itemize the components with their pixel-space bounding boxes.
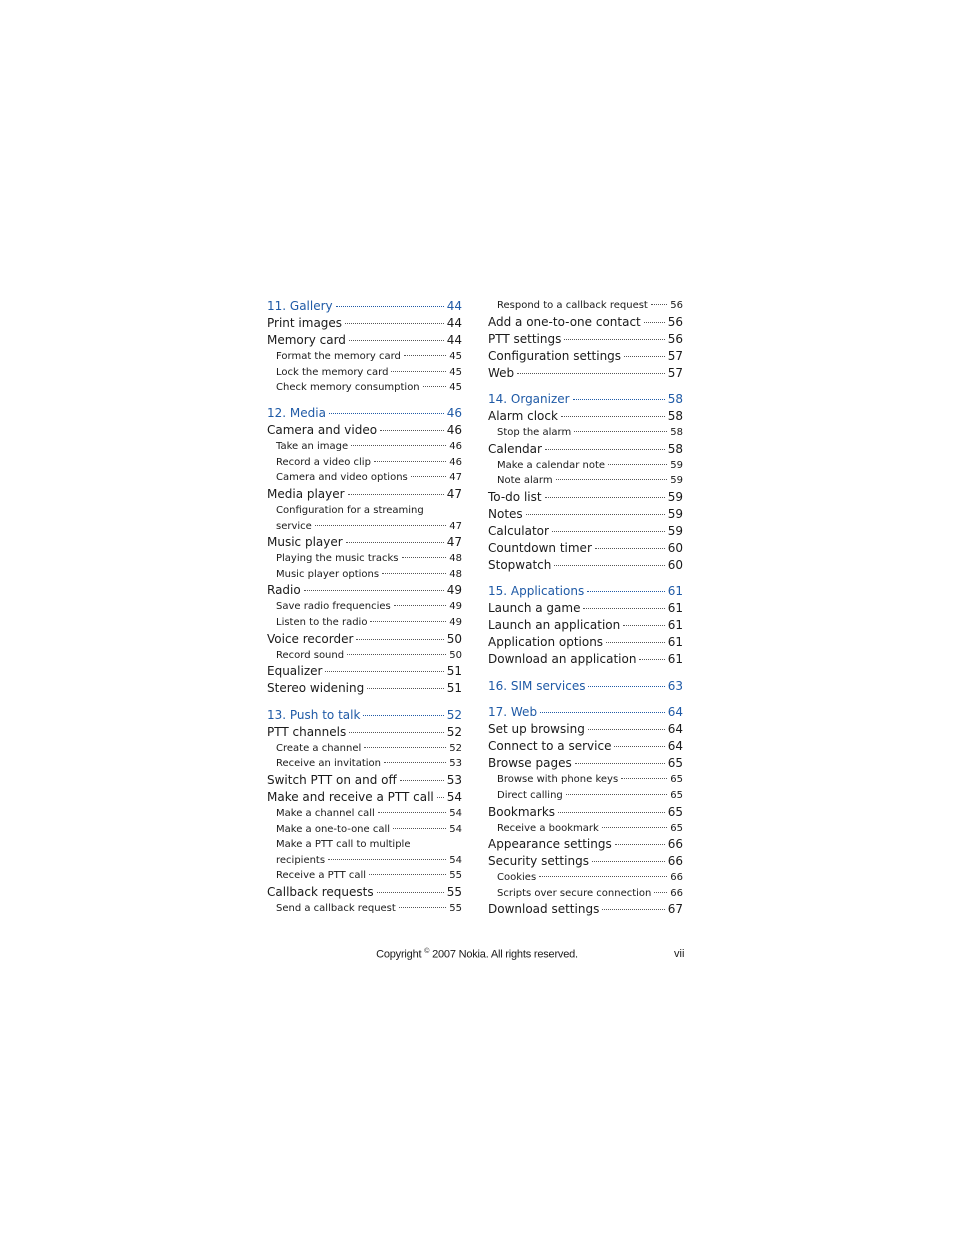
toc-page-number: 59	[667, 523, 683, 538]
toc-chapter-heading[interactable]	[267, 405, 462, 422]
dot-leader	[545, 497, 665, 498]
dot-leader	[363, 715, 443, 716]
toc-entry-title: Save radio frequencies	[276, 601, 391, 613]
toc-section-entry[interactable]	[267, 315, 462, 332]
dot-leader	[639, 659, 664, 660]
toc-entry-title: Camera and video	[267, 423, 378, 438]
dot-leader	[345, 323, 444, 324]
toc-entry-title: Check memory consumption	[276, 382, 420, 394]
toc-entry-title: Direct calling	[497, 789, 563, 801]
toc-page-number: 61	[667, 618, 683, 633]
toc-page-number: 47	[449, 472, 462, 484]
toc-section-entry[interactable]	[267, 884, 462, 901]
toc-page-number: 52	[446, 724, 462, 739]
toc-section-entry[interactable]	[488, 331, 683, 348]
toc-page-number: 65	[670, 774, 683, 786]
dot-leader	[374, 461, 446, 462]
toc-section-entry[interactable]	[488, 540, 683, 557]
toc-page-number: 44	[446, 333, 462, 347]
toc-subsection-entry[interactable]	[267, 349, 462, 365]
toc-chapter-heading[interactable]	[488, 583, 683, 600]
toc-page-number: 61	[667, 601, 683, 616]
dot-leader	[558, 812, 665, 813]
dot-leader	[399, 907, 446, 908]
toc-section-entry[interactable]	[267, 486, 462, 503]
dot-leader	[614, 746, 664, 747]
toc-section-entry[interactable]	[488, 651, 683, 668]
toc-section-entry[interactable]	[488, 634, 683, 651]
toc-page-number: 61	[667, 652, 683, 667]
toc-entry-title: Voice recorder	[267, 631, 354, 646]
toc-entry-title: Camera and video options	[276, 472, 408, 484]
toc-chapter-heading[interactable]	[488, 391, 683, 408]
dot-leader	[349, 340, 444, 341]
toc-entry-title: Radio	[267, 583, 301, 598]
dot-leader	[606, 642, 665, 643]
toc-page-number: 51	[446, 681, 462, 696]
toc-subsection-entry[interactable]	[488, 772, 683, 788]
dot-leader	[380, 430, 444, 431]
toc-entry-title: Media player	[267, 487, 345, 502]
toc-section-entry[interactable]	[267, 534, 462, 551]
toc-page-number: 60	[667, 540, 683, 555]
toc-entry-title: recipients	[276, 854, 326, 866]
dot-leader	[384, 762, 446, 763]
toc-page-number: 46	[449, 456, 462, 468]
toc-subsection-entry[interactable]	[267, 901, 462, 917]
toc-page-number: 49	[449, 617, 462, 629]
toc-page-number: 45	[449, 351, 462, 362]
toc-page-number: 65	[670, 822, 683, 834]
dot-leader	[377, 892, 444, 893]
toc-entry-title: PTT channels	[267, 724, 347, 739]
toc-entry-title: 12. Media	[267, 406, 326, 421]
toc-page-number: 66	[670, 872, 683, 884]
toc-section-entry[interactable]	[267, 422, 462, 439]
toc-entry-title: Make and receive a PTT call	[267, 789, 434, 804]
toc-page-number: 61	[667, 635, 683, 650]
dot-leader	[526, 514, 665, 515]
toc-section-entry[interactable]	[267, 631, 462, 648]
toc-page-number: 64	[667, 705, 683, 720]
dot-leader	[346, 542, 444, 543]
toc-section-entry[interactable]	[488, 617, 683, 634]
toc-left-column	[267, 298, 462, 916]
toc-page-number: 55	[446, 884, 462, 899]
dot-leader	[561, 416, 665, 417]
dot-leader	[654, 892, 667, 893]
dot-leader	[411, 476, 447, 477]
dot-leader	[623, 625, 664, 626]
dot-leader	[624, 356, 665, 357]
toc-subsection-entry[interactable]	[267, 648, 462, 664]
toc-subsection-entry[interactable]	[267, 455, 462, 471]
toc-entry-title: To-do list	[488, 489, 542, 504]
toc-entry-title: 15. Applications	[488, 584, 585, 599]
toc-section-entry[interactable]	[488, 901, 683, 918]
toc-page-number: 47	[449, 520, 462, 532]
toc-page-number: 53	[449, 758, 462, 770]
toc-page-number: 45	[449, 382, 462, 394]
toc-section-entry[interactable]	[488, 721, 683, 738]
toc-entry-title: Security settings	[488, 854, 589, 869]
toc-page-number: 54	[449, 807, 462, 819]
dot-leader	[315, 525, 446, 526]
toc-entry-title: Receive an invitation	[276, 758, 381, 770]
toc-subsection-entry[interactable]	[267, 615, 462, 631]
dot-leader	[573, 399, 665, 400]
dot-leader	[356, 639, 443, 640]
toc-page-number: 47	[446, 535, 462, 550]
toc-section-entry[interactable]	[267, 724, 462, 741]
toc-entry-title: Alarm clock	[488, 409, 558, 424]
toc-right-column	[488, 298, 683, 918]
toc-page-number: 57	[667, 348, 683, 363]
toc-section-entry[interactable]	[488, 738, 683, 755]
toc-page-number: 58	[667, 409, 683, 424]
toc-entry-title: Download an application	[488, 652, 637, 667]
toc-entry-title: 13. Push to talk	[267, 707, 361, 722]
toc-section-entry[interactable]	[488, 506, 683, 523]
dot-leader	[615, 844, 665, 845]
toc-subsection-entry[interactable]	[267, 868, 462, 884]
toc-page-number: 44	[446, 316, 462, 330]
dot-leader	[304, 590, 444, 591]
dot-leader	[554, 565, 664, 566]
toc-entry-title: Stereo widening	[267, 681, 365, 696]
toc-entry-title: Set up browsing	[488, 722, 585, 737]
dot-leader	[423, 386, 447, 387]
dot-leader	[644, 322, 665, 323]
toc-page-number: 59	[670, 459, 683, 471]
toc-page-number: 54	[446, 789, 462, 804]
dot-leader	[545, 449, 665, 450]
toc-entry-title: Equalizer	[267, 664, 323, 679]
toc-section-entry[interactable]	[488, 408, 683, 425]
toc-entry-title: Stop the alarm	[497, 427, 572, 439]
dot-leader	[325, 671, 443, 672]
dot-leader	[404, 355, 446, 356]
toc-page-number: 58	[667, 392, 683, 407]
dot-leader	[592, 861, 665, 862]
toc-page-number: 45	[449, 366, 462, 378]
toc-entry-title: Launch a game	[488, 601, 581, 616]
toc-section-entry[interactable]	[267, 789, 462, 806]
copyright-symbol: ©	[424, 948, 430, 955]
dot-leader	[588, 686, 664, 687]
dot-leader	[348, 494, 444, 495]
toc-subsection-entry[interactable]	[267, 822, 462, 838]
toc-entry-title: Notes	[488, 506, 523, 521]
toc-page-number: 48	[449, 568, 462, 580]
toc-page-number: 67	[667, 902, 683, 917]
toc-section-entry[interactable]	[488, 348, 683, 365]
copyright-suffix: 2007 Nokia. All rights reserved.	[432, 948, 578, 961]
toc-page-number: 55	[449, 870, 462, 882]
dot-leader	[539, 876, 667, 877]
toc-page-number: 54	[449, 854, 462, 866]
dot-leader	[651, 304, 667, 305]
toc-page-number: 66	[670, 887, 683, 899]
toc-page-number: 65	[667, 756, 683, 771]
toc-chapter-heading[interactable]	[267, 707, 462, 724]
dot-leader	[382, 573, 446, 574]
toc-entry-title: Music player options	[276, 568, 380, 580]
toc-entry-title: Configuration settings	[488, 348, 622, 363]
dot-leader	[400, 780, 444, 781]
toc-page-number: 64	[667, 722, 683, 737]
dot-leader	[556, 479, 668, 480]
toc-entry-title: Launch an application	[488, 618, 621, 633]
dot-leader	[329, 413, 444, 414]
dot-leader	[540, 712, 665, 713]
toc-entry-title: Receive a PTT call	[276, 870, 367, 882]
dot-leader	[602, 909, 664, 910]
toc-chapter-heading[interactable]	[488, 678, 683, 695]
toc-page-number: 61	[667, 584, 683, 599]
toc-entry-title: Calculator	[488, 523, 549, 538]
dot-leader	[621, 778, 667, 779]
toc-subsection-entry[interactable]	[267, 756, 462, 772]
toc-entry-wrapped-line: Configuration for a streaming	[276, 505, 424, 517]
toc-page-number: 56	[667, 314, 683, 329]
toc-entry-title: Note alarm	[497, 475, 553, 487]
toc-section-entry[interactable]	[488, 365, 683, 382]
toc-entry-title: Make a calendar note	[497, 459, 606, 471]
dot-leader	[588, 729, 665, 730]
toc-page-number: 63	[667, 678, 683, 693]
dot-leader	[517, 373, 665, 374]
dot-leader	[566, 794, 667, 795]
toc-page-number: 59	[670, 475, 683, 487]
toc-entry-title: Switch PTT on and off	[267, 772, 397, 787]
toc-chapter-heading[interactable]	[267, 298, 462, 315]
toc-page-number: 66	[667, 854, 683, 869]
toc-page-number: 47	[446, 487, 462, 502]
dot-leader	[602, 827, 667, 828]
toc-page-number: 51	[446, 664, 462, 679]
toc-entry-title: Download settings	[488, 902, 600, 917]
toc-subsection-entry[interactable]	[267, 551, 462, 567]
toc-page-number: 58	[667, 441, 683, 456]
toc-subsection-entry[interactable]	[267, 567, 462, 583]
toc-subsection-entry[interactable]	[267, 806, 462, 822]
toc-subsection-entry[interactable]	[488, 870, 683, 886]
toc-entry-title: 16. SIM services	[488, 678, 586, 693]
toc-entry-title: Music player	[267, 535, 343, 550]
toc-page-number: 56	[667, 331, 683, 346]
toc-entry-title: Print images	[267, 316, 343, 330]
toc-section-entry[interactable]	[488, 523, 683, 540]
toc-subsection-entry[interactable]	[488, 458, 683, 474]
toc-page-number: 59	[667, 506, 683, 521]
toc-entry-title: Browse pages	[488, 756, 572, 771]
toc-page-number: 54	[449, 823, 462, 835]
toc-entry-title: Cookies	[497, 872, 537, 884]
toc-entry-title: Create a channel	[276, 742, 362, 754]
toc-subsection-entry[interactable]	[488, 788, 683, 804]
toc-page-number: 46	[449, 441, 462, 453]
toc-page-number: 52	[446, 707, 462, 722]
toc-section-entry[interactable]	[488, 441, 683, 458]
dot-leader	[336, 306, 444, 307]
toc-page-number: 58	[670, 427, 683, 439]
toc-entry-title: 14. Organizer	[488, 392, 570, 407]
toc-entry-title: Countdown timer	[488, 540, 592, 555]
toc-chapter-heading[interactable]	[488, 704, 683, 721]
toc-subsection-entry[interactable]	[267, 599, 462, 615]
toc-page-number: 49	[446, 583, 462, 598]
toc-section-entry[interactable]	[488, 836, 683, 853]
page-number: vii	[674, 948, 685, 960]
toc-page-number: 65	[670, 789, 683, 801]
dot-leader	[587, 591, 665, 592]
toc-entry-title: PTT settings	[488, 331, 562, 346]
dot-leader	[595, 548, 665, 549]
toc-subsection-entry[interactable]	[488, 821, 683, 837]
dot-leader	[552, 531, 665, 532]
toc-subsection-entry[interactable]	[267, 853, 462, 869]
dot-leader	[351, 445, 446, 446]
toc-entry-title: Receive a bookmark	[497, 822, 599, 834]
toc-entry-title: Make a one-to-one call	[276, 823, 391, 835]
toc-page-number: 49	[449, 601, 462, 613]
dot-leader	[394, 605, 447, 606]
toc-entry-title: Record a video clip	[276, 456, 371, 468]
dot-leader	[349, 732, 443, 733]
toc-page-number: 44	[446, 299, 462, 313]
toc-section-entry[interactable]	[267, 680, 462, 697]
dot-leader	[437, 797, 444, 798]
toc-entry-title: Memory card	[267, 333, 346, 347]
toc-subsection-entry[interactable]	[267, 380, 462, 396]
toc-section-entry[interactable]	[488, 853, 683, 870]
toc-entry-title: Format the memory card	[276, 351, 401, 362]
toc-entry-title: Record sound	[276, 649, 345, 661]
dot-leader	[393, 828, 446, 829]
toc-page-number: 66	[667, 837, 683, 852]
toc-entry-title: Stopwatch	[488, 557, 552, 572]
toc-entry-title: Send a callback request	[276, 902, 396, 914]
toc-page-number: 52	[449, 742, 462, 754]
dot-leader	[564, 339, 664, 340]
toc-section-entry[interactable]	[267, 332, 462, 349]
toc-entry-title: Callback requests	[267, 884, 374, 899]
toc-subsection-entry[interactable]	[267, 741, 462, 757]
dot-leader	[391, 371, 446, 372]
dot-leader	[583, 608, 664, 609]
toc-entry-title: Respond to a callback request	[497, 300, 648, 311]
toc-page-number: 60	[667, 557, 683, 572]
toc-entry-title: Take an image	[276, 441, 349, 453]
toc-entry-title: Add a one-to-one contact	[488, 314, 641, 329]
toc-entry-title: Appearance settings	[488, 837, 612, 852]
toc-subsection-entry[interactable]	[267, 470, 462, 486]
toc-section-entry[interactable]	[267, 772, 462, 789]
toc-page-number: 55	[449, 902, 462, 914]
toc-section-entry[interactable]	[488, 557, 683, 574]
toc-entry-title: Scripts over secure connection	[497, 887, 652, 899]
toc-entry-title: Lock the memory card	[276, 366, 389, 378]
dot-leader	[347, 654, 446, 655]
toc-section-entry[interactable]	[488, 489, 683, 506]
toc-entry-title: 17. Web	[488, 705, 538, 720]
dot-leader	[574, 431, 667, 432]
dot-leader	[608, 464, 667, 465]
toc-page-number: 53	[446, 772, 462, 787]
toc-section-entry[interactable]	[488, 314, 683, 331]
toc-page-number: 46	[446, 423, 462, 438]
dot-leader	[367, 688, 443, 689]
toc-entry-title: Connect to a service	[488, 739, 612, 754]
toc-section-entry[interactable]	[488, 600, 683, 617]
toc-entry-title: Calendar	[488, 441, 542, 456]
dot-leader	[575, 763, 665, 764]
toc-entry-title: Bookmarks	[488, 804, 556, 819]
dot-leader	[402, 557, 447, 558]
toc-section-entry[interactable]	[488, 755, 683, 772]
toc-entry-wrapped-line: Make a PTT call to multiple	[276, 839, 411, 851]
toc-page-number: 56	[670, 300, 683, 311]
copyright-notice	[0, 948, 954, 961]
toc-subsection-entry[interactable]	[488, 886, 683, 902]
toc-page-number: 48	[449, 553, 462, 565]
dot-leader	[328, 859, 446, 860]
toc-subsection-entry[interactable]	[488, 298, 683, 314]
dot-leader	[378, 812, 447, 813]
toc-subsection-entry[interactable]	[267, 439, 462, 455]
toc-entry-title: Browse with phone keys	[497, 774, 619, 786]
dot-leader	[370, 621, 446, 622]
toc-page-number: 50	[446, 631, 462, 646]
toc-subsection-entry[interactable]	[267, 365, 462, 381]
toc-page-number: 65	[667, 804, 683, 819]
toc-page-number: 46	[446, 406, 462, 421]
toc-entry-title: service	[276, 520, 312, 532]
copyright-prefix: Copyright	[376, 948, 422, 961]
toc-subsection-entry[interactable]	[488, 473, 683, 489]
toc-section-entry[interactable]	[267, 582, 462, 599]
toc-section-entry[interactable]	[267, 663, 462, 680]
toc-subsection-entry[interactable]	[267, 519, 462, 535]
toc-entry-title: Web	[488, 365, 515, 380]
toc-page-number: 57	[667, 365, 683, 380]
toc-entry-title: Application options	[488, 635, 604, 650]
dot-leader	[369, 874, 446, 875]
toc-entry-title: 11. Gallery	[267, 299, 333, 313]
toc-entry-title: Listen to the radio	[276, 617, 368, 629]
toc-page-number: 59	[667, 489, 683, 504]
toc-entry-title: Playing the music tracks	[276, 553, 399, 565]
dot-leader	[364, 747, 446, 748]
toc-page-number: 50	[449, 649, 462, 661]
toc-entry-title: Make a channel call	[276, 807, 375, 819]
toc-subsection-entry[interactable]	[488, 425, 683, 441]
toc-page-number: 64	[667, 739, 683, 754]
toc-section-entry[interactable]	[488, 804, 683, 821]
